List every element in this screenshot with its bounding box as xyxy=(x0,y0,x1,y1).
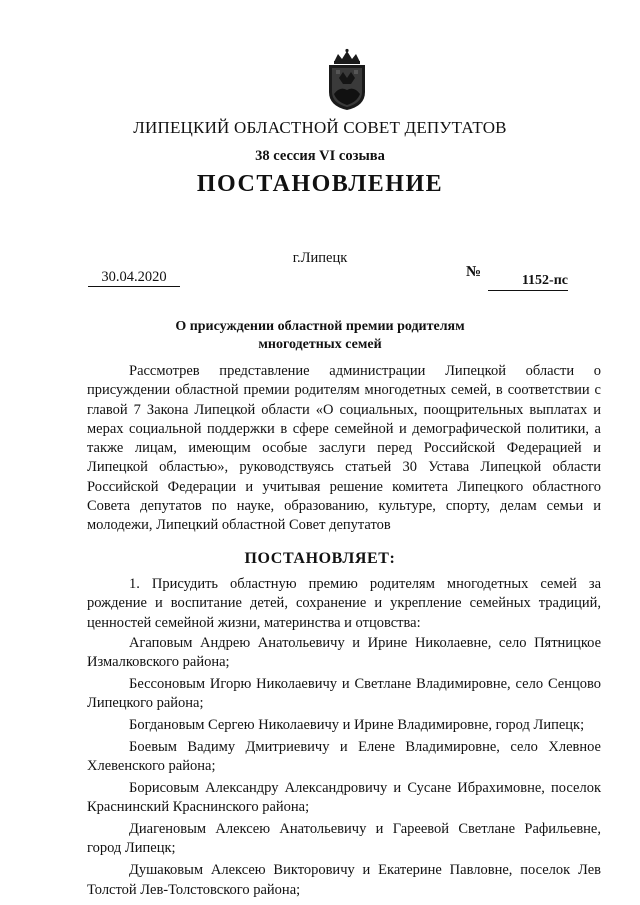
document-date: 30.04.2020 xyxy=(88,268,180,287)
list-item: Боевым Вадиму Дмитриевичу и Елене Владимировне, село Хлевное Хлевенского района; xyxy=(87,738,601,775)
list-item: Борисовым Александру Александровичу и Сусане Ибрахимовне, поселок Краснинский Краснинского района; xyxy=(87,780,601,816)
number-sign: № xyxy=(466,264,482,280)
document-subject xyxy=(0,318,640,354)
document-number: 1152-пс xyxy=(488,272,568,291)
resolves-heading: ПОСТАНОВЛЯЕТ: xyxy=(244,550,396,567)
subject-line-2: многодетных семей xyxy=(258,337,382,352)
awardee-list xyxy=(87,634,601,902)
city-name: г.Липецк xyxy=(292,250,348,266)
document-type-title: ПОСТАНОВЛЕНИЕ xyxy=(196,171,444,197)
council-name: ЛИПЕЦКИЙ ОБЛАСТНОЙ СОВЕТ ДЕПУТАТОВ xyxy=(133,118,507,137)
preamble-text: Рассмотрев представление администрации Липецкой области о присуждении областной премии родителям многодетных семей, в соответствии с главой 7 Закона Липецкой области «О социальных, поощрительных выплатах и мерах социальной поддержки в сфере семейной и демографической политики, а также лицам, имеющим особые заслуги перед Российской Федерацией и Липецкой областью», руководствуясь статьей 30 Устава Липецкой области Российской Федерации и учитывая решение комитета Липецкого областного Совета депутатов по науке, образованию, культуре, спорту, делам семьи и молодежи, Липецкий областной Совет депутатов xyxy=(87,363,601,534)
list-item: Богдановым Сергею Николаевичу и Ирине Владимировне, город Липецк; xyxy=(129,717,585,734)
coat-of-arms-icon xyxy=(324,48,370,112)
list-item: Агаповым Андрею Анатольевичу и Ирине Николаевне, село Пятницкое Измалковского района; xyxy=(87,635,601,671)
subject-line-1: О присуждении областной премии родителям xyxy=(175,319,465,334)
preamble-paragraph xyxy=(87,362,601,536)
decision-paragraph xyxy=(87,575,601,633)
decision-intro: 1. Присудить областную премию родителям многодетных семей за рождение и воспитание детей, сохранение и укрепление семейных традиций, ценностей семейной жизни, материнства и отцовства: xyxy=(87,576,601,631)
list-item: Душаковым Алексею Викторовичу и Екатерине Павловне, поселок Лев Толстой Лев-Толстовского района; xyxy=(87,862,601,898)
list-item: Диагеновым Алексею Анатольевичу и Гареевой Светлане Рафильевне, город Липецк; xyxy=(87,821,601,857)
session-info: 38 сессия VI созыва xyxy=(255,148,385,164)
list-item: Бессоновым Игорю Николаевичу и Светлане Владимировне, село Сенцово Липецкого района; xyxy=(87,676,601,712)
